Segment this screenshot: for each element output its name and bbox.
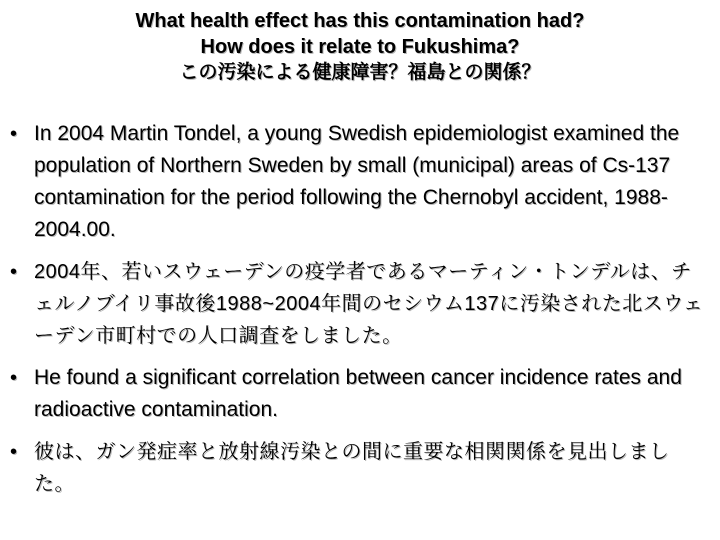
- title-line-2: How does it relate to Fukushima?: [200, 36, 520, 58]
- bullet-marker-icon: •: [10, 441, 18, 463]
- bullet-text-1: In 2004 Martin Tondel, a young Swedish epidemiologist examined the population of Northern Sweden by small (municipal) areas of Cs-137 contamination for the period following the Chernobyl accident, 1988-2004.00.: [34, 122, 680, 241]
- bullet-item-1: [8, 118, 708, 246]
- bullet-text-3: He found a significant correlation between cancer incidence rates and radioactive contamination.: [34, 366, 682, 421]
- slide-title: [40, 8, 680, 86]
- bullet-marker-icon: •: [10, 367, 18, 389]
- bullet-marker-icon: •: [10, 261, 18, 283]
- bullet-list: [8, 118, 708, 510]
- bullet-item-3: [8, 362, 708, 426]
- bullet-item-4: [8, 436, 708, 500]
- title-line-1: What health effect has this contamination had?: [135, 10, 585, 32]
- title-line-3: この汚染による健康障害？福島との関係？: [179, 62, 541, 83]
- bullet-text-2: 2004年、若いスウェーデンの疫学者であるマーティン・トンデルは、チェルノブイリ事故後1988~2004年間のセシウム137に汚染された北スウェーデン市町村での人口調査をしました。: [34, 261, 704, 347]
- bullet-text-4: 彼は、ガン発症率と放射線汚染との間に重要な相関関係を見出しました。: [34, 441, 670, 495]
- bullet-item-2: [8, 256, 708, 352]
- bullet-marker-icon: •: [10, 123, 18, 145]
